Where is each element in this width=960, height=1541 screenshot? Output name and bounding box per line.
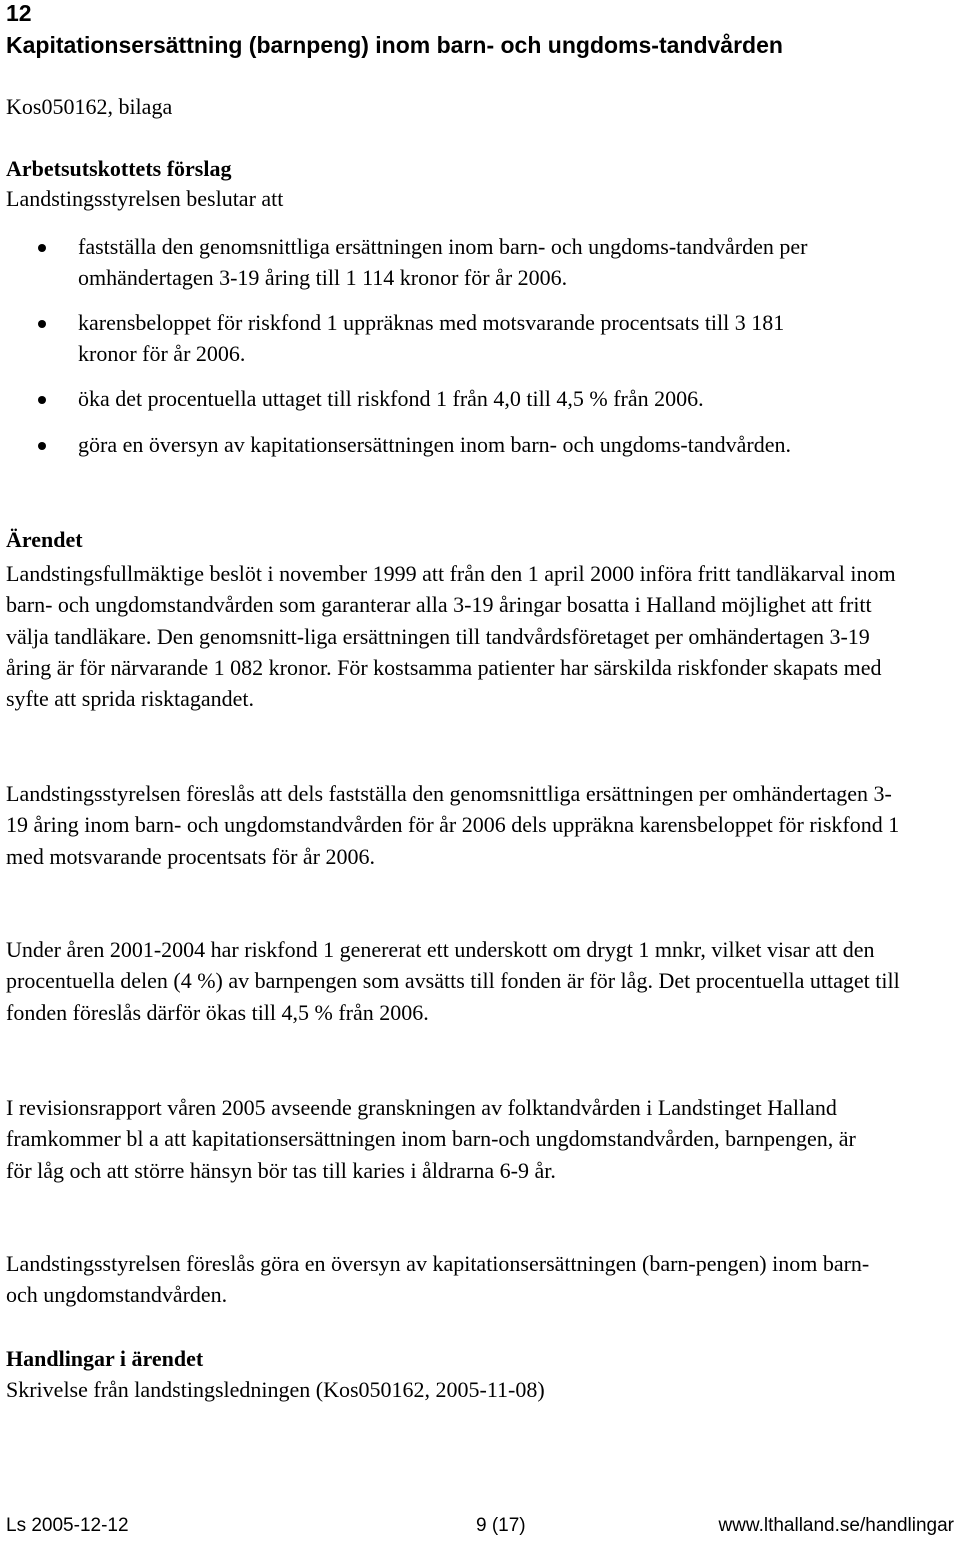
item-number: 12: [6, 0, 32, 26]
proposal-list: [0, 232, 940, 460]
list-item-text: karensbeloppet för riskfond 1 uppräknas med motsvarande procentsats till 3 181 kronor för år 2006.: [78, 310, 785, 366]
list-item: [0, 308, 848, 369]
paragraph: Under åren 2001-2004 har riskfond 1 genererat ett underskott om drygt 1 mnkr, vilket visar att den procentuella delen (4 %) av barnpengen som avsätts till fonden är för låg. Det procentuella uttaget till fonden föreslås därför ökas till 4,5 % från 2006.: [6, 937, 900, 1025]
footer-page-number: 9 (17): [476, 1515, 526, 1536]
list-item: [0, 384, 940, 415]
paragraph: Landstingsfullmäktige beslöt i november 1999 att från den 1 april 2000 införa fritt tandläkarval inom barn- och ungdomstandvården som garanterar alla 3-19 åringar bosatta i Halland möjlighet att fritt välja tandläkare. Den genomsnitt-liga ersättningen till tandvårdsföretaget per omhändertagen 3-19 åring är för närvarande 1 082 kronor. För kostsamma patienter har särskilda riskfonder skapats med syfte att sprida risktagandet.: [6, 561, 896, 712]
matter-heading: Ärendet: [6, 527, 83, 552]
list-item-text: fastställa den genomsnittliga ersättningen inom barn- och ungdoms-tandvården per omhändertagen 3-19 åring till 1 114 kronor för år 2006.: [78, 234, 808, 290]
bullet-icon: [38, 442, 46, 450]
list-item: [0, 430, 848, 461]
page-title: Kapitationsersättning (barnpeng) inom barn- och ungdoms-tandvården: [6, 32, 783, 58]
footer-link[interactable]: www.lthalland.se/handlingar: [718, 1515, 954, 1536]
proposal-heading: Arbetsutskottets förslag: [6, 156, 232, 181]
list-item-text: göra en översyn av kapitationsersättningen inom barn- och ungdoms-tandvården.: [78, 431, 791, 457]
proposal-intro: Landstingsstyrelsen beslutar att: [6, 186, 284, 211]
bullet-icon: [38, 320, 46, 328]
bullet-icon: [38, 244, 46, 252]
footer-date: Ls 2005-12-12: [6, 1515, 129, 1536]
paragraph: I revisionsrapport våren 2005 avseende granskningen av folktandvården i Landstinget Halland framkommer bl a att kapitationsersättningen inom barn-och ungdomstandvården, barnpengen, är för låg och att större hänsyn bör tas till karies i åldrarna 6-9 år.: [6, 1095, 856, 1183]
documents-item: Skrivelse från landstingsledningen (Kos050162, 2005-11-08): [6, 1377, 545, 1402]
list-item: [0, 232, 838, 293]
paragraph: Landstingsstyrelsen föreslås att dels fastställa den genomsnittliga ersättningen per omhändertagen 3-19 åring inom barn- och ungdomstandvården för år 2006 dels uppräkna karensbeloppet för riskfond 1 med motsvarande procentsats för år 2006.: [6, 781, 900, 869]
proposal-section: [6, 154, 946, 214]
bullet-icon: [38, 396, 46, 404]
list-item-text: öka det procentuella uttaget till riskfond 1 från 4,0 till 4,5 % från 2006.: [78, 386, 704, 411]
reference-text: Kos050162, bilaga: [6, 94, 173, 119]
documents-heading: Handlingar i ärendet: [6, 1346, 204, 1371]
paragraph: Landstingsstyrelsen föreslås göra en översyn av kapitationsersättningen (barn-pengen) inom barn- och ungdomstandvården.: [6, 1251, 870, 1308]
